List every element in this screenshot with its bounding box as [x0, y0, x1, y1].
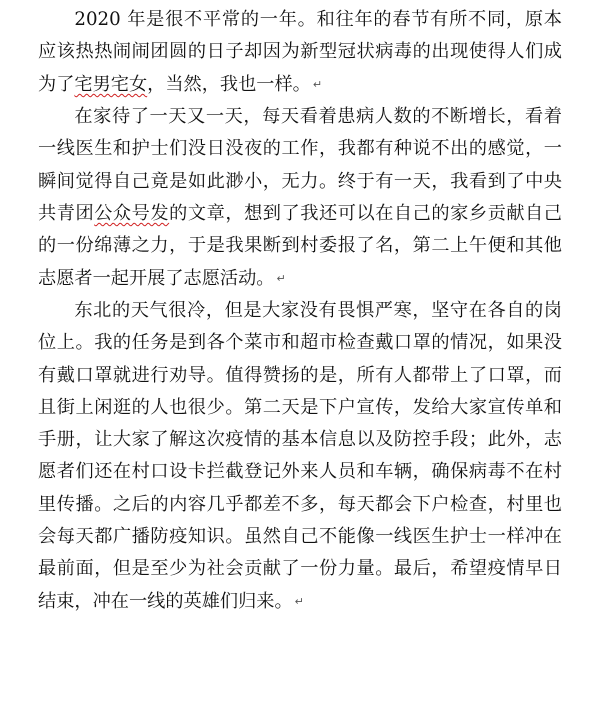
spellcheck-flag-2[interactable]: 公众号发	[94, 202, 170, 224]
paragraph-mark-icon: ↵	[276, 271, 286, 285]
paragraph-3	[38, 295, 562, 618]
paragraph-2-text-start: 在家待了一天又一天，每天看着患病人数的不断增长，看着一线医生和护士们没日没夜的工作，我都有种说不出的感觉，一瞬间觉得自己竟是如此渺小，无力。终于有一天，我看到了中央共青团	[38, 106, 562, 224]
document-body[interactable]	[38, 4, 562, 618]
spellcheck-flag-1[interactable]: 宅男宅女	[74, 73, 148, 95]
paragraph-1-text-start: 2020 年是很不平常的一年。和往年的春节有所不同，原本应该热热闹闹团圆的日子却因为新型冠状病毒的出现使得人们成为了	[38, 9, 562, 95]
paragraph-1	[38, 4, 562, 101]
paragraph-3-text: 东北的天气很冷，但是大家没有畏惧严寒，坚守在各自的岗位上。我的任务是到各个菜市和超市检查戴口罩的情况，如果没有戴口罩就进行劝导。值得赞扬的是，所有人都带上了口罩，而且街上闲逛的人也很少。第二天是下户宣传，发给大家宣传单和手册，让大家了解这次疫情的基本信息以及防控手段；此外，志愿者们还在村口设卡拦截登记外来人员和车辆，确保病毒不在村里传播。之后的内容几乎都差不多，每天都会下户检查，村里也会每天都广播防疫知识。虽然自己不能像一线医生护士一样冲在最前面，但是至少为社会贡献了一份力量。最后，希望疫情早日结束，冲在一线的英雄们归来。	[38, 299, 562, 612]
paragraph-2-text-end: 的文章，想到了我还可以在自己的家乡贡献自己的一份绵薄之力，于是我果断到村委报了名，第二上午便和其他志愿者一起开展了志愿活动。	[38, 202, 562, 289]
paragraph-2	[38, 101, 562, 295]
paragraph-mark-icon: ↵	[294, 594, 304, 608]
paragraph-mark-icon: ↵	[312, 77, 323, 91]
paragraph-1-text-end: ，当然，我也一样。	[147, 73, 311, 95]
